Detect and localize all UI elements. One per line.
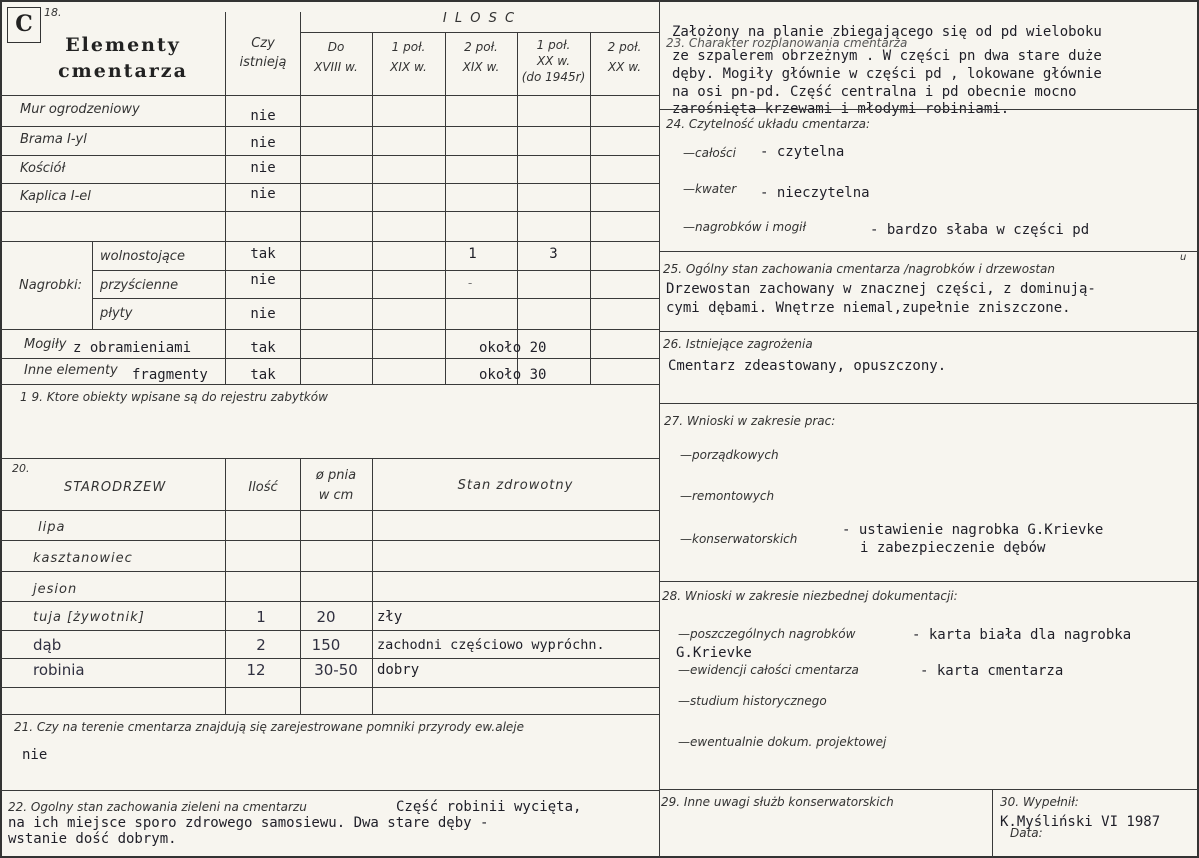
nagrobki-wolnostojace-1polxx: 3 [549, 246, 558, 262]
section-28-ewidencji: —ewidencji całości cmentarza [678, 663, 859, 677]
section-23-line-1: Założony na planie zbiegającego się od pd wieloboku [672, 24, 1102, 40]
section-25-line-1: Drzewostan zachowany w znacznej części, z dominują- [666, 281, 1096, 297]
nagrobki-plyty-label: płyty [100, 306, 133, 321]
section-23-line-4: na osi pn-pd. Część centralna i pd obecnie mocno [672, 84, 1077, 100]
section-27-label: 27. Wnioski w zakresie prac: [664, 414, 836, 428]
row-mur-czy: nie [250, 108, 276, 124]
col-1pol-xx: 1 poł. XX w. (do 1945r) [521, 38, 586, 84]
row-brama-czy: nie [250, 135, 276, 151]
section-22-label: 22. Ogolny stan zachowania zieleni na cmentarzu [8, 800, 307, 814]
starodrzew-header: STARODRZEW [64, 480, 167, 495]
starodrzew-ilosc-header: Ilość [248, 480, 278, 495]
tree-robinia-pien: 30-50 [314, 661, 358, 679]
section-25-mark: u [1180, 252, 1187, 263]
tree-dab-pien: 150 [311, 636, 341, 654]
section-28-poszczegolnych-value: - karta biała dla nagrobka [912, 627, 1132, 643]
section-28-poszczegolnych-value-2: G.Krievke [676, 645, 752, 661]
tree-kasztanowiec: kasztanowiec [33, 551, 133, 566]
nagrobki-wolnostojace-label: wolnostojące [100, 249, 185, 264]
section-22-text-2: na ich miejsce sporo zdrowego samosiewu. Dwa stare dęby - [8, 815, 489, 831]
col-2pol-xix: 2 poł. XIX w. [462, 40, 500, 74]
inne-ilosc: około 30 [479, 367, 547, 383]
col-1pol-xix: 1 poł. XIX w. [390, 40, 427, 74]
section-20-number: 20. [12, 462, 30, 475]
nagrobki-przyscienne-czy: nie [250, 272, 276, 288]
tree-tuja-stan: zły [377, 609, 403, 625]
section-30-data-label: Data: [1010, 826, 1043, 840]
section-25-line-2: cymi dębami. Wnętrze niemal,zupełnie zniszczone. [666, 300, 1071, 316]
inne-handwritten: fragmenty [132, 367, 208, 383]
row-brama-label: Brama I-yl [20, 132, 87, 147]
section-23-line-3: dęby. Mogiły głównie w części pd , lokowane głównie [672, 66, 1102, 82]
starodrzew-pien-header: ø pnia w cm [315, 468, 357, 503]
section-28-ewentualnie: —ewentualnie dokum. projektowej [678, 735, 887, 749]
section-18-number: 18. [44, 6, 62, 19]
section-30-value: K.Myśliński VI 1987 [1000, 814, 1161, 830]
section-23-label: 23. Charakter rozplanowania cmentarza [666, 36, 908, 50]
nagrobki-wolnostojace-czy: tak [250, 246, 276, 262]
mogily-czy: tak [250, 340, 276, 356]
tree-dab-stan: zachodni częściowo wypróchn. [377, 637, 605, 653]
section-25-label: 25. Ogólny stan zachowania cmentarza /nagrobków i drzewostan [663, 262, 1055, 276]
section-23-line-2: ze szpalerem obrzeżnym . W części pn dwa stare duże [672, 48, 1102, 64]
tree-lipa: lipa [38, 520, 66, 535]
tree-tuja: tuja [żywotnik] [33, 610, 145, 625]
col-ilosc: I L O S C [442, 11, 517, 26]
section-26-text: Cmentarz zdeastowany, opuszczony. [668, 358, 947, 374]
tree-tuja-pien: 20 [316, 608, 336, 626]
nagrobki-przyscienne-label: przyścienne [100, 278, 179, 293]
section-19-label: 1 9. Ktore obiekty wpisane są do rejestru zabytków [20, 390, 328, 404]
nagrobki-przyscienne-2polxix: - [467, 276, 473, 290]
starodrzew-stan-header: Stan zdrowotny [457, 478, 574, 493]
section-27-remontowych: —remontowych [680, 489, 775, 503]
tree-robinia-stan: dobry [377, 662, 420, 678]
section-24-nagrobkow-value: - bardzo słaba w części pd [870, 222, 1090, 238]
col-2pol-xx: 2 poł. XX w. [607, 40, 642, 74]
section-29-label: 29. Inne uwagi służb konserwatorskich [661, 795, 894, 809]
tree-dab: dąb [33, 636, 62, 654]
section-28-label: 28. Wnioski w zakresie niezbednej dokumentacji: [662, 589, 958, 603]
section-22-text-1: Część robinii wycięta, [396, 799, 582, 815]
nagrobki-plyty-czy: nie [250, 306, 276, 322]
tree-robinia-ilosc: 12 [246, 661, 266, 679]
row-kaplica-czy: nie [250, 186, 276, 202]
tree-tuja-ilosc: 1 [256, 608, 266, 626]
section-21-answer: nie [22, 747, 48, 763]
mogily-label: Mogiły [24, 337, 67, 352]
mogily-handwritten: z obramieniami [73, 340, 192, 356]
col-czy-istnieja: Czy istnieją [239, 36, 287, 70]
tree-dab-ilosc: 2 [256, 636, 266, 654]
tree-robinia: robinia [33, 661, 85, 679]
section-30-label: 30. Wypełnił: [1000, 795, 1079, 809]
card-letter: C [7, 7, 41, 43]
col-do-xviii: Do XVIII w. [314, 40, 358, 74]
section-24-kwater-value: - nieczytelna [760, 185, 870, 201]
row-mur-label: Mur ogrodzeniowy [20, 102, 140, 117]
inne-czy: tak [250, 367, 276, 383]
section-23-line-5: zarośnięta krzewami i młodymi robiniami. [672, 101, 1010, 117]
section-27-konserwatorskich: —konserwatorskich [680, 532, 798, 546]
section-24-calosci-value: - czytelna [760, 144, 845, 160]
section-27-konserwatorskich-value-2: i zabezpieczenie dębów [860, 540, 1046, 556]
section-28-poszczegolnych: —poszczególnych nagrobków [678, 627, 856, 641]
row-kosciol-label: Kościół [20, 161, 66, 176]
section-24-calosci: —całości [683, 146, 736, 160]
section-28-studium: —studium historycznego [678, 694, 827, 708]
nagrobki-label: Nagrobki: [19, 278, 83, 293]
section-24-kwater: —kwater [683, 182, 737, 196]
section-26-label: 26. Istniejące zagrożenia [663, 337, 813, 351]
row-kosciol-czy: nie [250, 160, 276, 176]
inne-label: Inne elementy [24, 363, 118, 378]
mogily-ilosc: około 20 [479, 340, 547, 356]
section-22-text-3: wstanie dość dobrym. [8, 831, 177, 847]
section-28-ewidencji-value: - karta cmentarza [920, 663, 1064, 679]
row-kaplica-label: Kaplica I-el [20, 189, 91, 204]
section-24-label: 24. Czytelność układu cmentarza: [666, 117, 871, 131]
elementy-title: Elementy cmentarza [58, 34, 188, 82]
section-27-konserwatorskich-value-1: - ustawienie nagrobka G.Krievke [842, 522, 1104, 538]
section-24-nagrobkow: —nagrobków i mogił [683, 220, 806, 234]
nagrobki-wolnostojace-2polxix: 1 [468, 246, 477, 262]
tree-jesion: jesion [33, 582, 78, 597]
section-27-porzadkowych: —porządkowych [680, 448, 779, 462]
section-21-label: 21. Czy na terenie cmentarza znajdują się zarejestrowane pomniki przyrody ew.aleje [14, 720, 525, 734]
